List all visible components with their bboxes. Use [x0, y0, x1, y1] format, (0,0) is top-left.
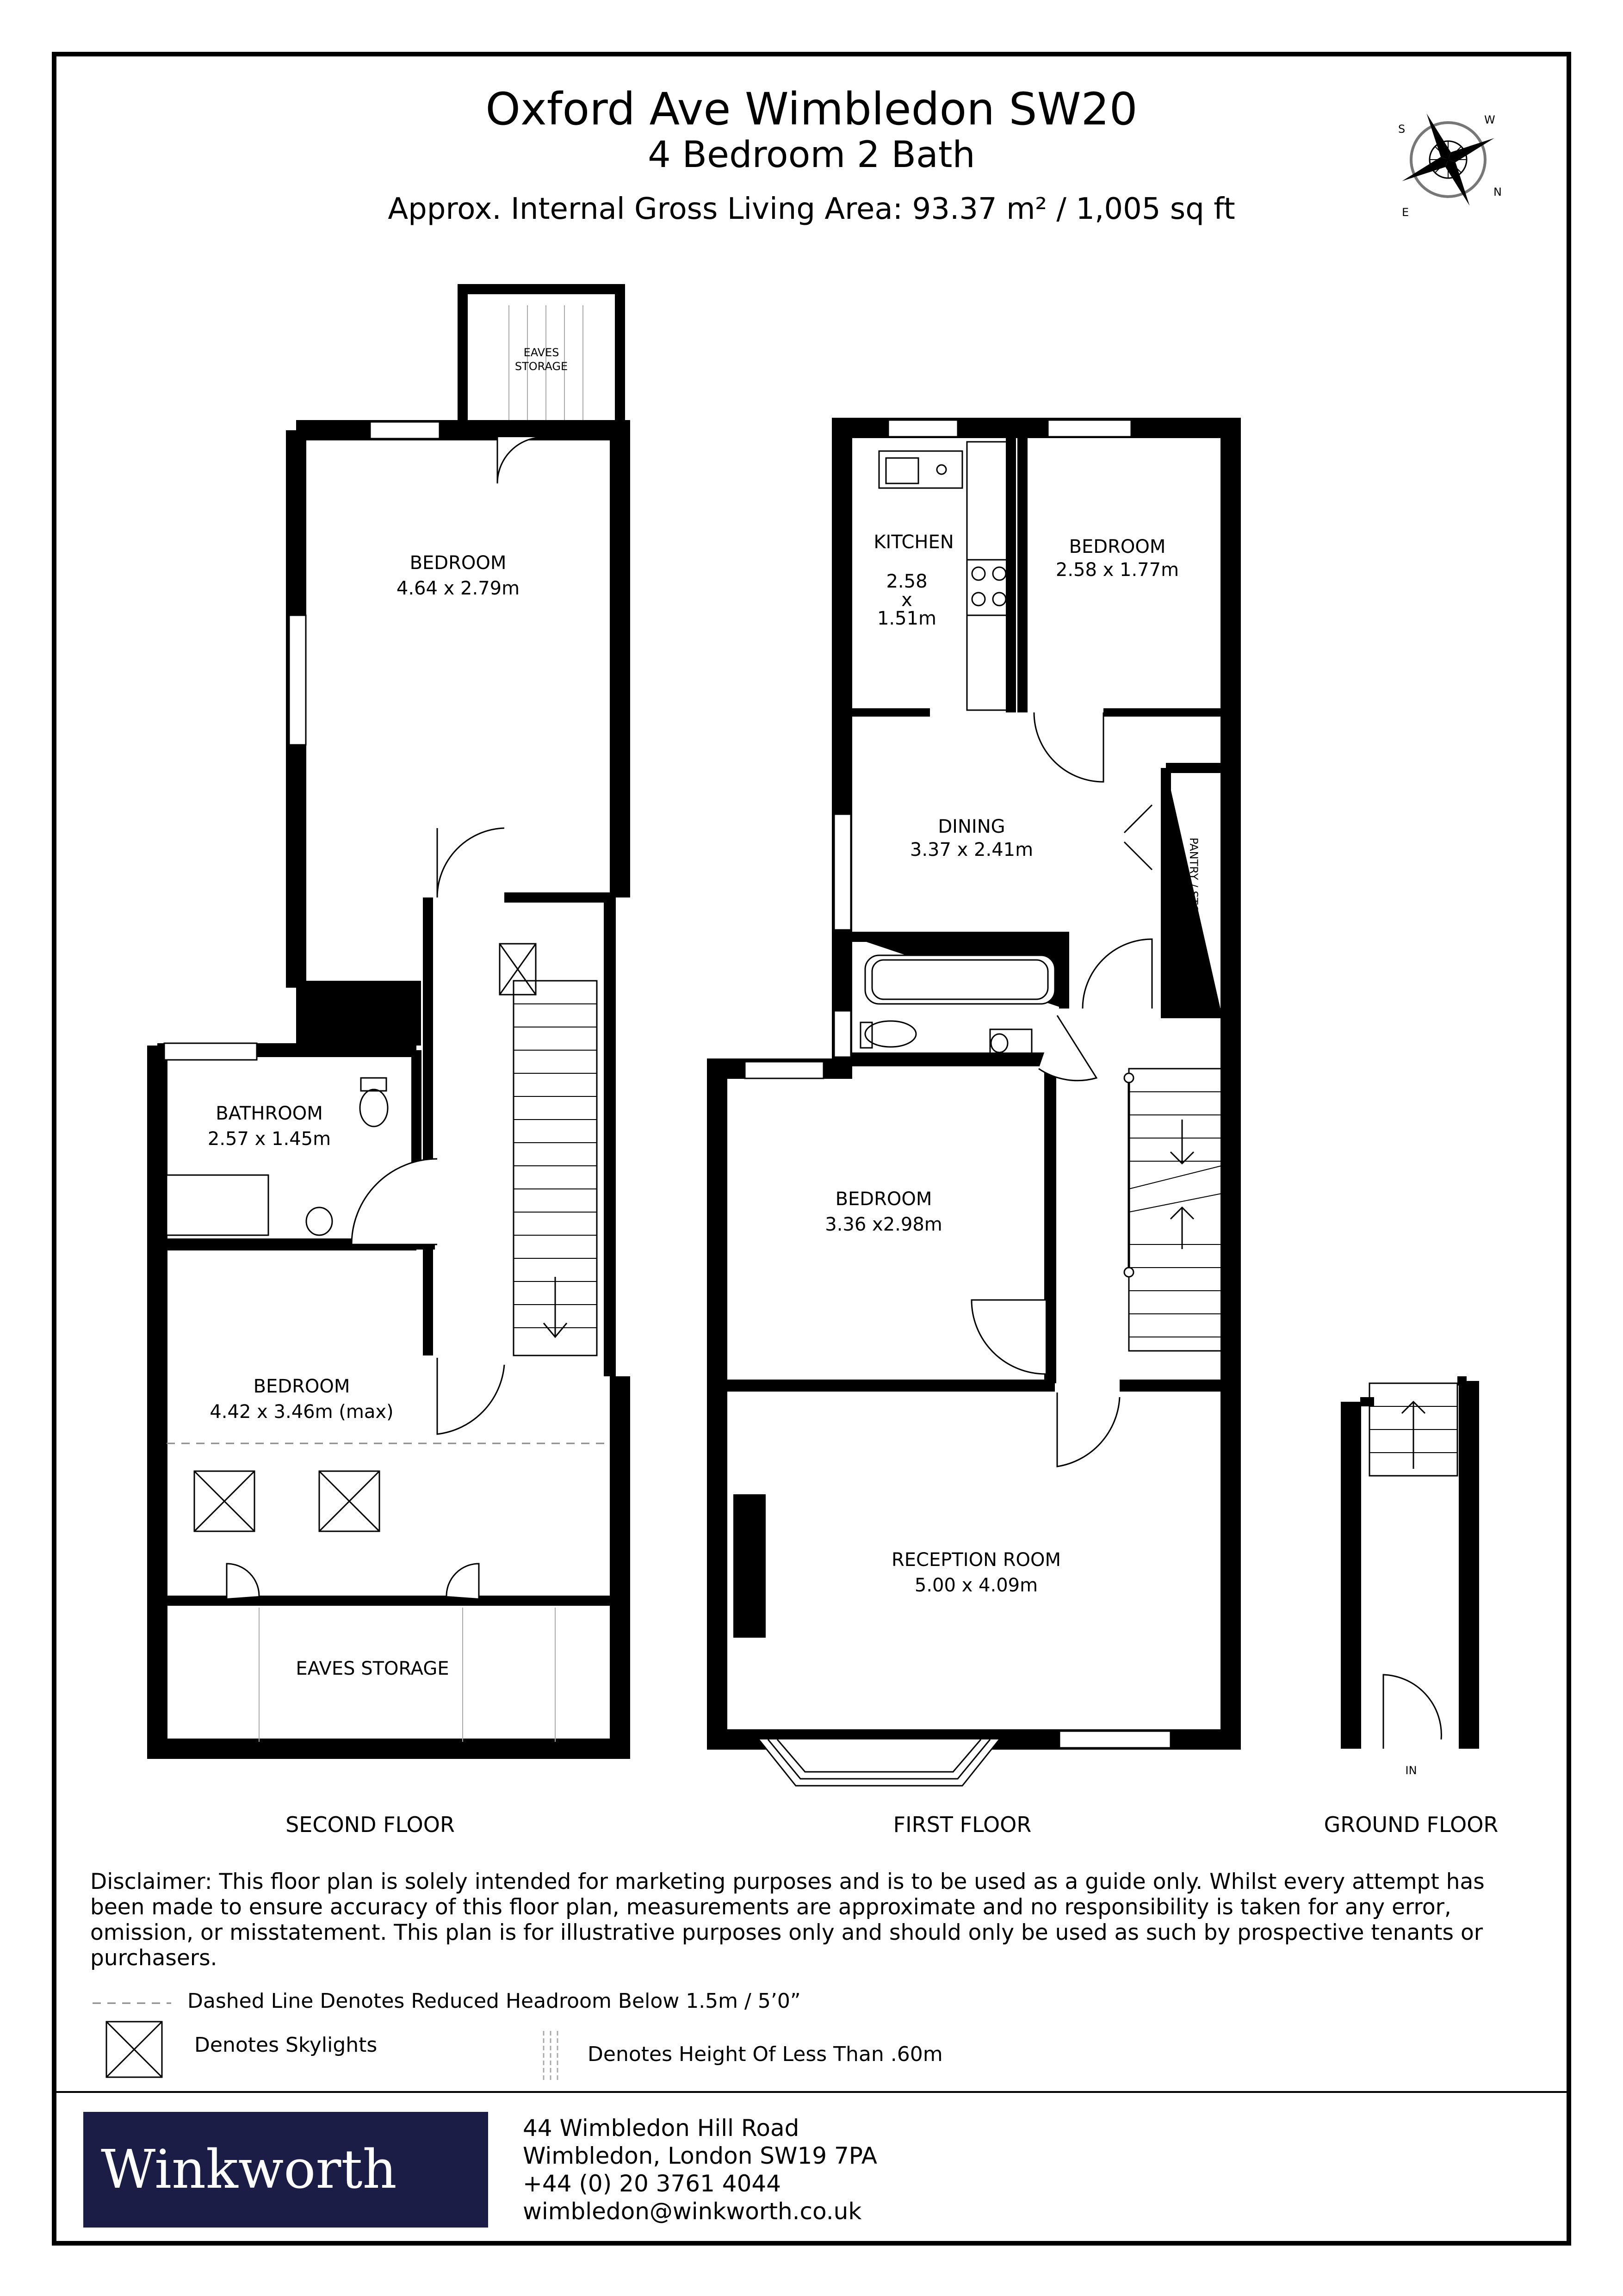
gross-area: Approx. Internal Gross Living Area: 93.37 m² / 1,005 sq ft: [388, 192, 1235, 226]
room-size-bedroom-mid: 3.36 x2.98m: [825, 1214, 942, 1235]
room-size-bedroom-top: 4.64 x 2.79m: [396, 578, 520, 599]
entrance-label: IN: [1405, 1764, 1417, 1777]
room-size-bathroom: 2.57 x 1.45m: [207, 1128, 331, 1150]
property-subtitle: 4 Bedroom 2 Bath: [648, 134, 975, 176]
legend-skylight: Denotes Skylights: [194, 2033, 378, 2057]
address-line-1: 44 Wimbledon Hill Road: [523, 2115, 799, 2141]
room-label-eaves-top-2: STORAGE: [514, 360, 568, 373]
compass-letter-e: E: [1402, 206, 1409, 219]
skylight-icon: [319, 1471, 379, 1531]
agent-logo-text: Winkworth: [101, 2139, 397, 2201]
room-label-bedroom-mid: BEDROOM: [835, 1188, 932, 1210]
room-label-pantry: PANTRY / STORAGE: [1187, 837, 1200, 944]
compass-letter-w: W: [1484, 113, 1495, 126]
room-size-kitchen-3: 1.51m: [877, 608, 937, 629]
agent-email: wimbledon@winkworth.co.uk: [523, 2198, 862, 2225]
agent-logo: [83, 2112, 488, 2228]
room-size-kitchen-1: 2.58: [886, 571, 928, 592]
room-size-bedroom-lower: 4.42 x 3.46m (max): [210, 1401, 394, 1423]
room-label-bedroom-small: BEDROOM: [1069, 536, 1166, 557]
room-label-bedroom-lower: BEDROOM: [253, 1376, 350, 1397]
room-size-reception: 5.00 x 4.09m: [914, 1575, 1038, 1596]
room-size-kitchen-2: x: [901, 589, 912, 611]
legend-height: Denotes Height Of Less Than .60m: [588, 2042, 943, 2066]
skylight-icon: [194, 1471, 254, 1531]
compass-letter-s: S: [1398, 123, 1406, 136]
skylight-icon: [500, 944, 536, 995]
footer-divider: [56, 2091, 1567, 2093]
floor-label-ground: GROUND FLOOR: [1324, 1812, 1499, 1837]
address-line-2: Wimbledon, London SW19 7PA: [523, 2142, 877, 2169]
room-size-bedroom-small: 2.58 x 1.77m: [1055, 559, 1179, 581]
agent-phone: +44 (0) 20 3761 4044: [523, 2170, 781, 2197]
room-label-bathroom: BATHROOM: [216, 1103, 323, 1124]
legend-dashed: Dashed Line Denotes Reduced Headroom Below 1.5m / 5’0”: [187, 1989, 801, 2013]
room-label-eaves-storage: EAVES STORAGE: [296, 1658, 449, 1679]
compass-icon: [1398, 111, 1502, 219]
compass-letter-n: N: [1493, 186, 1502, 198]
agent-address: [523, 2114, 877, 2225]
first-floor-plan: [717, 420, 1231, 1837]
room-label-kitchen: KITCHEN: [873, 532, 954, 553]
floor-label-first: FIRST FLOOR: [893, 1812, 1032, 1837]
ground-floor-plan: [1324, 1381, 1499, 1837]
room-label-reception: RECEPTION ROOM: [891, 1549, 1061, 1571]
disclaimer-text: Disclaimer: This floor plan is solely intended for marketing purposes and is to be used as a guide only. Whilst every attempt has been made to ensure accuracy of this floor plan, measurements are approximate and no responsibility is taken for any error, omission, or misstatement. This plan is for illustrative purposes only and should only be used as such by prospective tenants or purchasers.: [90, 1869, 1485, 1971]
room-size-dining: 3.37 x 2.41m: [910, 839, 1034, 860]
property-title: Oxford Ave Wimbledon SW20: [485, 83, 1138, 135]
room-label-bedroom-top: BEDROOM: [409, 552, 507, 574]
room-label-dining: DINING: [938, 816, 1005, 837]
floor-label-second: SECOND FLOOR: [285, 1812, 455, 1837]
room-label-eaves-top-1: EAVES: [523, 346, 559, 359]
second-floor-plan: [157, 289, 620, 1837]
